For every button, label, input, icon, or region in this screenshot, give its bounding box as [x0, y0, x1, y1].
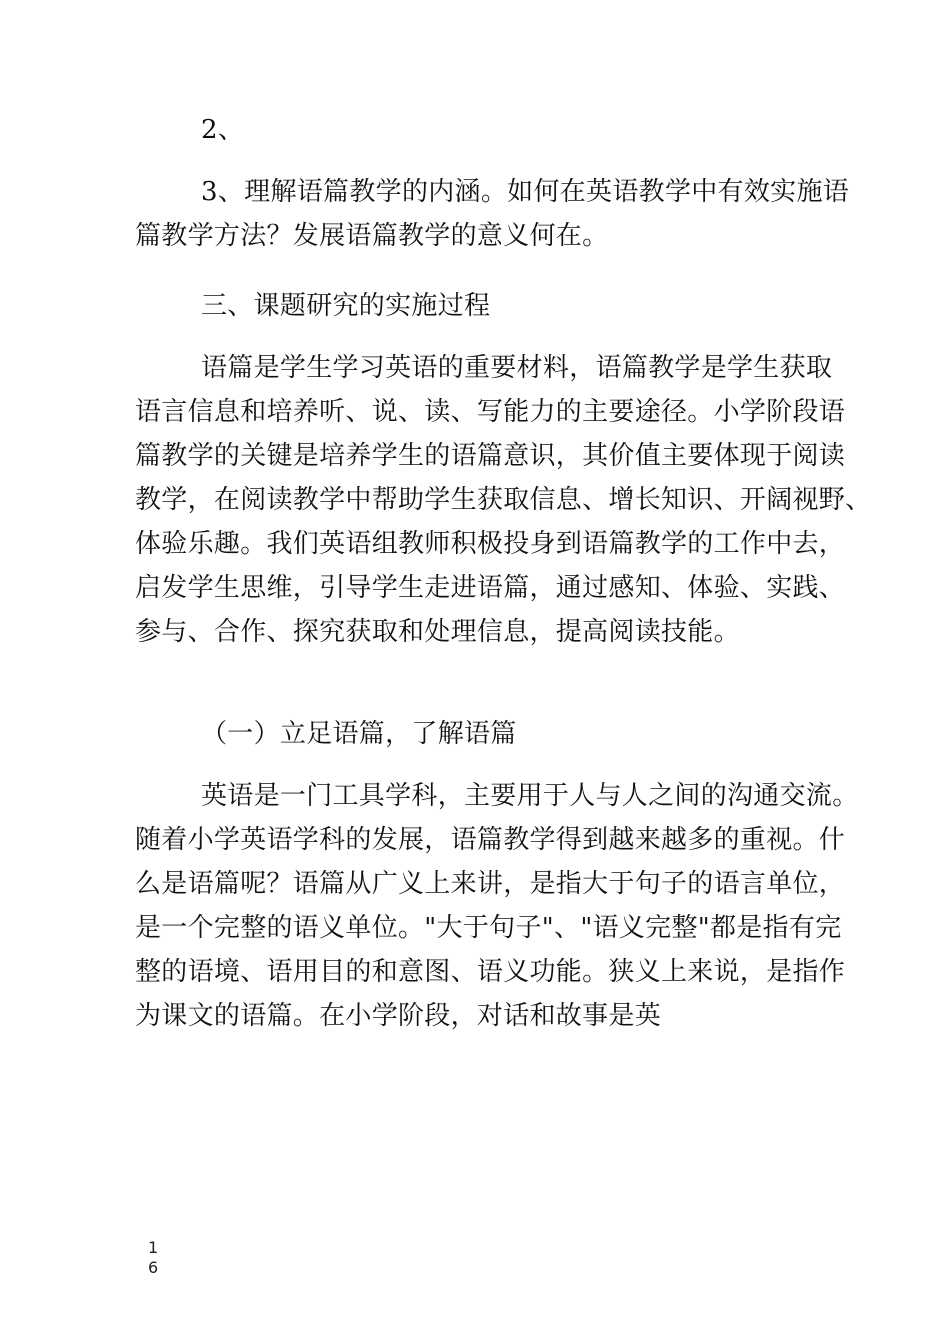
paragraph-item-3 [135, 170, 850, 258]
text-line: （一）立足语篇，了解语篇 [201, 719, 517, 749]
text-line: 随着小学英语学科的发展，语篇教学得到越来越多的重视。什 [135, 825, 846, 855]
page-number [148, 1238, 168, 1278]
section-heading [135, 284, 835, 328]
text-line: 英语是一门工具学科，主要用于人与人之间的沟通交流。 [201, 781, 859, 811]
text-line: 为课文的语篇。在小学阶段，对话和故事是英 [135, 1001, 662, 1031]
paragraph-english-subject [135, 774, 859, 1038]
paragraph-discourse-teaching [135, 346, 872, 654]
text-line: 教学，在阅读教学中帮助学生获取信息、增长知识、开阔视野、 [135, 485, 872, 515]
text-line: 参与、合作、探究获取和处理信息，提高阅读技能。 [135, 617, 740, 647]
page-number-digit: 6 [148, 1258, 159, 1277]
text-line: 2、 [201, 115, 245, 145]
paragraph-item-2 [135, 108, 835, 152]
text-line: 么是语篇呢？语篇从广义上来讲，是指大于句子的语言单位， [135, 869, 846, 899]
page-number-digit: 1 [148, 1238, 159, 1257]
text-line: 整的语境、语用目的和意图、语义功能。狭义上来说，是指作 [135, 957, 846, 987]
text-line: 篇教学的关键是培养学生的语篇意识，其价值主要体现于阅读 [135, 441, 846, 471]
text-line: 语篇是学生学习英语的重要材料，语篇教学是学生获取 [201, 353, 833, 383]
text-line: 语言信息和培养听、说、读、写能力的主要途径。小学阶段语 [135, 397, 846, 427]
text-line: 启发学生思维，引导学生走进语篇，通过感知、体验、实践、 [135, 573, 846, 603]
text-line: 三、课题研究的实施过程 [201, 291, 491, 321]
subsection-heading [135, 712, 835, 756]
text-line: 篇教学方法？发展语篇教学的意义何在。 [135, 221, 609, 251]
text-line: 3、理解语篇教学的内涵。如何在英语教学中有效实施语 [201, 177, 850, 207]
text-line: 体验乐趣。我们英语组教师积极投身到语篇教学的工作中去， [135, 529, 846, 559]
text-line: 是一个完整的语义单位。"大于句子"、"语义完整"都是指有完 [135, 913, 842, 943]
